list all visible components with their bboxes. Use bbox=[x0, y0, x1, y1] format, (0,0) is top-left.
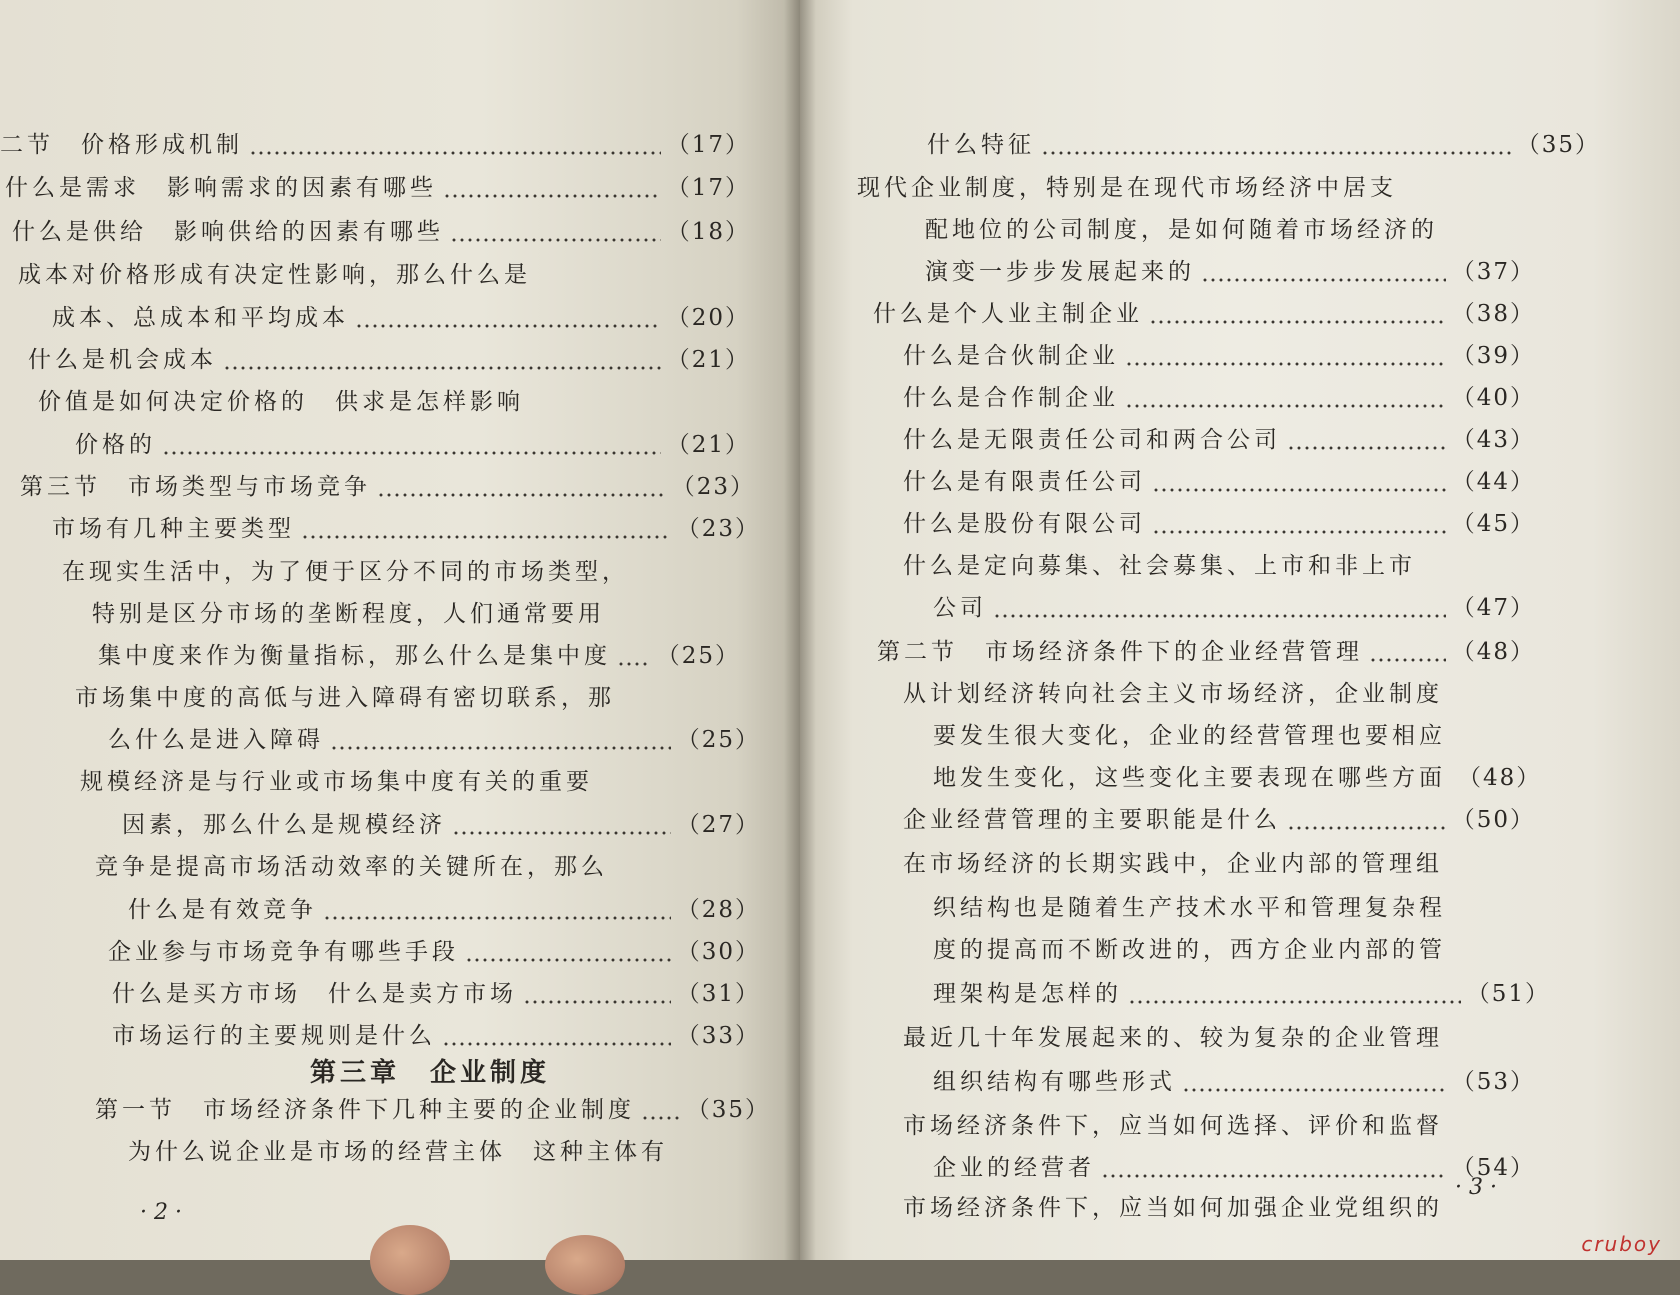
right-toc-entry-title: 现代企业制度，特别是在现代市场经济中居支 bbox=[857, 175, 1397, 201]
left-toc-entry-title: 什么是有效竞争 bbox=[128, 897, 317, 923]
left-toc-entry bbox=[28, 340, 750, 380]
dot-leader bbox=[223, 340, 661, 380]
right-toc-entry-page: （39） bbox=[1451, 343, 1535, 369]
left-toc-entry-page: （21） bbox=[666, 347, 750, 373]
dot-leader bbox=[1152, 462, 1446, 502]
left-toc-entry bbox=[95, 1090, 770, 1130]
left-toc-entry-page: （18） bbox=[666, 219, 750, 245]
finger-right bbox=[545, 1235, 625, 1295]
left-toc-entry-page: （33） bbox=[676, 1023, 760, 1049]
right-toc-entry-page: （48） bbox=[1458, 765, 1542, 791]
dot-leader bbox=[617, 636, 651, 676]
left-toc-entry-title: 第三节 市场类型与市场竞争 bbox=[20, 474, 371, 500]
right-toc-entry bbox=[903, 336, 1535, 376]
left-page-number: · 2 · bbox=[140, 1200, 182, 1225]
right-toc-entry-title: 什么是合伙制企业 bbox=[903, 343, 1119, 369]
right-toc-entry-title: 公司 bbox=[933, 595, 987, 621]
dot-leader bbox=[450, 212, 661, 252]
left-toc-entry-title: 因素，那么什么是规模经济 bbox=[122, 812, 446, 838]
right-toc-entry-title: 组织结构有哪些形式 bbox=[933, 1069, 1176, 1095]
left-toc-entry bbox=[108, 932, 760, 972]
left-toc-entry bbox=[38, 382, 524, 422]
right-toc-entry-title: 什么是个人业主制企业 bbox=[873, 301, 1143, 327]
right-toc-entry-title: 织结构也是随着生产技术水平和管理复杂程 bbox=[933, 895, 1446, 921]
dot-leader bbox=[162, 425, 661, 465]
right-toc-entry bbox=[903, 674, 1443, 714]
left-toc-entry bbox=[18, 255, 531, 295]
left-toc-entry-page: （17） bbox=[666, 132, 750, 158]
dot-leader bbox=[523, 974, 671, 1014]
left-toc-entry bbox=[122, 805, 760, 845]
left-toc-entry-page: （23） bbox=[671, 474, 755, 500]
right-toc-entry-title: 要发生很大变化，企业的经营管理也要相应 bbox=[933, 723, 1446, 749]
left-toc-entry-title: 市场运行的主要规则是什么 bbox=[112, 1023, 436, 1049]
dot-leader bbox=[301, 509, 671, 549]
dot-leader bbox=[1041, 125, 1511, 165]
dot-leader bbox=[1369, 632, 1446, 672]
right-toc-entry-title: 理架构是怎样的 bbox=[933, 981, 1122, 1007]
right-toc-entry-title: 市场经济条件下，应当如何加强企业党组织的 bbox=[903, 1195, 1443, 1221]
dot-leader bbox=[1287, 800, 1446, 840]
right-toc-entry bbox=[903, 1188, 1443, 1228]
left-toc-entry-title: 竞争是提高市场活动效率的关键所在，那么 bbox=[95, 854, 608, 880]
left-toc-entry bbox=[52, 509, 760, 549]
left-toc-entry-page: （25） bbox=[656, 643, 740, 669]
left-toc-entry-title: 规模经济是与行业或市场集中度有关的重要 bbox=[80, 769, 593, 795]
right-toc-entry bbox=[925, 210, 1438, 250]
left-toc-entry-title: 什么是需求 影响需求的因素有哪些 bbox=[5, 175, 437, 201]
left-toc-entry bbox=[5, 168, 750, 208]
right-toc-entry bbox=[857, 168, 1397, 208]
left-toc-entry-title: 市场集中度的高低与进入障碍有密切联系，那 bbox=[75, 685, 615, 711]
right-toc-entry-page: （37） bbox=[1451, 259, 1535, 285]
left-toc-entry-title: 二节 价格形成机制 bbox=[0, 132, 243, 158]
right-toc-entry-page: （45） bbox=[1451, 511, 1535, 537]
right-toc-entry-title: 什么是合作制企业 bbox=[903, 385, 1119, 411]
left-toc-entry bbox=[108, 720, 760, 760]
dot-leader bbox=[1287, 420, 1446, 460]
dot-leader bbox=[1152, 504, 1446, 544]
right-toc-entry bbox=[933, 974, 1550, 1014]
left-toc-entry bbox=[52, 298, 750, 338]
right-toc-entry bbox=[903, 800, 1535, 840]
left-toc-entry bbox=[92, 594, 605, 634]
left-toc-entry bbox=[95, 847, 608, 887]
left-toc-entry-page: （17） bbox=[666, 175, 750, 201]
right-toc-entry-page: （51） bbox=[1466, 981, 1550, 1007]
right-toc-entry-title: 什么特征 bbox=[927, 132, 1035, 158]
right-toc-entry bbox=[927, 125, 1600, 165]
right-toc-entry-title: 地发生变化，这些变化主要表现在哪些方面 bbox=[933, 765, 1446, 791]
left-toc-entry-title: 么什么是进入障碍 bbox=[108, 727, 324, 753]
right-toc-entry bbox=[933, 930, 1446, 970]
right-toc-entry bbox=[877, 632, 1535, 672]
left-toc-entry bbox=[128, 890, 760, 930]
left-toc-entry-page: （23） bbox=[676, 516, 760, 542]
right-toc-entry bbox=[903, 504, 1535, 544]
dot-leader bbox=[641, 1090, 681, 1130]
right-toc-entry-title: 在市场经济的长期实践中，企业内部的管理组 bbox=[903, 851, 1443, 877]
left-toc-entry bbox=[112, 974, 760, 1014]
right-toc-entry bbox=[903, 1106, 1443, 1146]
left-toc-entry-page: （35） bbox=[686, 1097, 770, 1123]
right-toc-entry bbox=[933, 758, 1542, 798]
left-toc-entry-title: 成本对价格形成有决定性影响，那么什么是 bbox=[18, 262, 531, 288]
right-toc-entry-page: （38） bbox=[1451, 301, 1535, 327]
dot-leader bbox=[1201, 252, 1446, 292]
left-toc-entry-page: （27） bbox=[676, 812, 760, 838]
left-toc-entry bbox=[75, 425, 750, 465]
dot-leader bbox=[377, 467, 666, 507]
right-page-number: · 3 · bbox=[1455, 1175, 1497, 1200]
left-toc-entry-page: （21） bbox=[666, 432, 750, 458]
left-toc-entry-title: 市场有几种主要类型 bbox=[52, 516, 295, 542]
chapter-heading: 第三章 企业制度 bbox=[310, 1058, 551, 1088]
dot-leader bbox=[330, 720, 671, 760]
right-toc-entry bbox=[903, 546, 1416, 586]
right-toc-entry-page: （48） bbox=[1451, 639, 1535, 665]
right-toc-entry-title: 从计划经济转向社会主义市场经济，企业制度 bbox=[903, 681, 1443, 707]
right-toc-entry-page: （35） bbox=[1516, 132, 1600, 158]
right-toc-entry-title: 什么是定向募集、社会募集、上市和非上市 bbox=[903, 553, 1416, 579]
right-toc-entry bbox=[933, 1148, 1535, 1188]
right-toc-entry bbox=[933, 716, 1446, 756]
right-toc-entry-title: 市场经济条件下，应当如何选择、评价和监督 bbox=[903, 1113, 1443, 1139]
dot-leader bbox=[1149, 294, 1446, 334]
right-toc-entry bbox=[873, 294, 1535, 334]
left-toc-entry-title: 什么是机会成本 bbox=[28, 347, 217, 373]
left-toc-entry bbox=[20, 467, 755, 507]
right-toc-entry-page: （50） bbox=[1451, 807, 1535, 833]
right-toc-entry-title: 第二节 市场经济条件下的企业经营管理 bbox=[877, 639, 1363, 665]
right-toc-entry-page: （53） bbox=[1451, 1069, 1535, 1095]
dot-leader bbox=[1125, 378, 1446, 418]
left-toc-entry-page: （28） bbox=[676, 897, 760, 923]
dot-leader bbox=[443, 168, 661, 208]
left-toc-entry-title: 第一节 市场经济条件下几种主要的企业制度 bbox=[95, 1097, 635, 1123]
left-toc-entry-page: （20） bbox=[666, 305, 750, 331]
left-toc-entry-page: （31） bbox=[676, 981, 760, 1007]
left-toc-entry bbox=[0, 125, 750, 165]
dot-leader bbox=[452, 805, 671, 845]
dot-leader bbox=[249, 125, 661, 165]
right-toc-entry-title: 企业经营管理的主要职能是什么 bbox=[903, 807, 1281, 833]
right-toc-entry bbox=[933, 888, 1446, 928]
right-toc-entry bbox=[903, 844, 1443, 884]
right-toc-entry bbox=[903, 1018, 1443, 1058]
left-toc-entry-page: （30） bbox=[676, 939, 760, 965]
right-toc-entry bbox=[903, 420, 1535, 460]
right-toc-entry-title: 演变一步步发展起来的 bbox=[925, 259, 1195, 285]
right-toc-entry-title: 什么是无限责任公司和两合公司 bbox=[903, 427, 1281, 453]
dot-leader bbox=[1101, 1148, 1446, 1188]
right-toc-entry-title: 最近几十年发展起来的、较为复杂的企业管理 bbox=[903, 1025, 1443, 1051]
right-toc-entry-title: 什么是股份有限公司 bbox=[903, 511, 1146, 537]
right-toc-entry-title: 配地位的公司制度，是如何随着市场经济的 bbox=[925, 217, 1438, 243]
right-toc-entry bbox=[933, 1062, 1535, 1102]
right-toc-entry-title: 度的提高而不断改进的，西方企业内部的管 bbox=[933, 937, 1446, 963]
left-toc-entry-title: 什么是买方市场 什么是卖方市场 bbox=[112, 981, 517, 1007]
left-toc-entry-title: 特别是区分市场的垄断程度，人们通常要用 bbox=[92, 601, 605, 627]
left-toc-entry bbox=[80, 762, 593, 802]
left-toc-entry-title: 企业参与市场竞争有哪些手段 bbox=[108, 939, 459, 965]
right-toc-entry-page: （43） bbox=[1451, 427, 1535, 453]
right-toc-entry bbox=[903, 462, 1535, 502]
left-toc-entry bbox=[98, 636, 740, 676]
dot-leader bbox=[442, 1016, 671, 1056]
left-toc-entry-title: 集中度来作为衡量指标，那么什么是集中度 bbox=[98, 643, 611, 669]
left-toc-entry-title: 在现实生活中，为了便于区分不同的市场类型， bbox=[62, 559, 629, 585]
right-toc-entry bbox=[903, 378, 1535, 418]
left-toc-entry-title: 什么是供给 影响供给的因素有哪些 bbox=[12, 219, 444, 245]
left-toc-entry-title: 价格的 bbox=[75, 432, 156, 458]
left-toc-entry bbox=[12, 212, 750, 252]
right-toc-entry bbox=[933, 588, 1535, 628]
watermark-logo: cruboy bbox=[1581, 1232, 1662, 1256]
dot-leader bbox=[355, 298, 661, 338]
left-toc-entry-title: 价值是如何决定价格的 供求是怎样影响 bbox=[38, 389, 524, 415]
dot-leader bbox=[465, 932, 671, 972]
dot-leader bbox=[993, 588, 1446, 628]
dot-leader bbox=[323, 890, 671, 930]
right-toc-entry-page: （47） bbox=[1451, 595, 1535, 621]
left-toc-entry-title: 为什么说企业是市场的经营主体 这种主体有 bbox=[128, 1139, 668, 1165]
right-toc-entry-page: （54） bbox=[1451, 1155, 1535, 1181]
left-toc-entry-page: （25） bbox=[676, 727, 760, 753]
finger-left bbox=[370, 1225, 450, 1295]
left-toc-entry bbox=[75, 678, 615, 718]
right-toc-entry-page: （44） bbox=[1451, 469, 1535, 495]
right-toc-entry-title: 什么是有限责任公司 bbox=[903, 469, 1146, 495]
book-gutter bbox=[784, 0, 816, 1260]
dot-leader bbox=[1125, 336, 1446, 376]
dot-leader bbox=[1128, 974, 1461, 1014]
right-toc-entry bbox=[925, 252, 1535, 292]
left-toc-entry bbox=[128, 1132, 668, 1172]
left-toc-entry bbox=[112, 1016, 760, 1056]
right-toc-entry-title: 企业的经营者 bbox=[933, 1155, 1095, 1181]
left-toc-entry bbox=[62, 552, 629, 592]
dot-leader bbox=[1182, 1062, 1446, 1102]
left-toc-entry-title: 成本、总成本和平均成本 bbox=[52, 305, 349, 331]
right-toc-entry-page: （40） bbox=[1451, 385, 1535, 411]
